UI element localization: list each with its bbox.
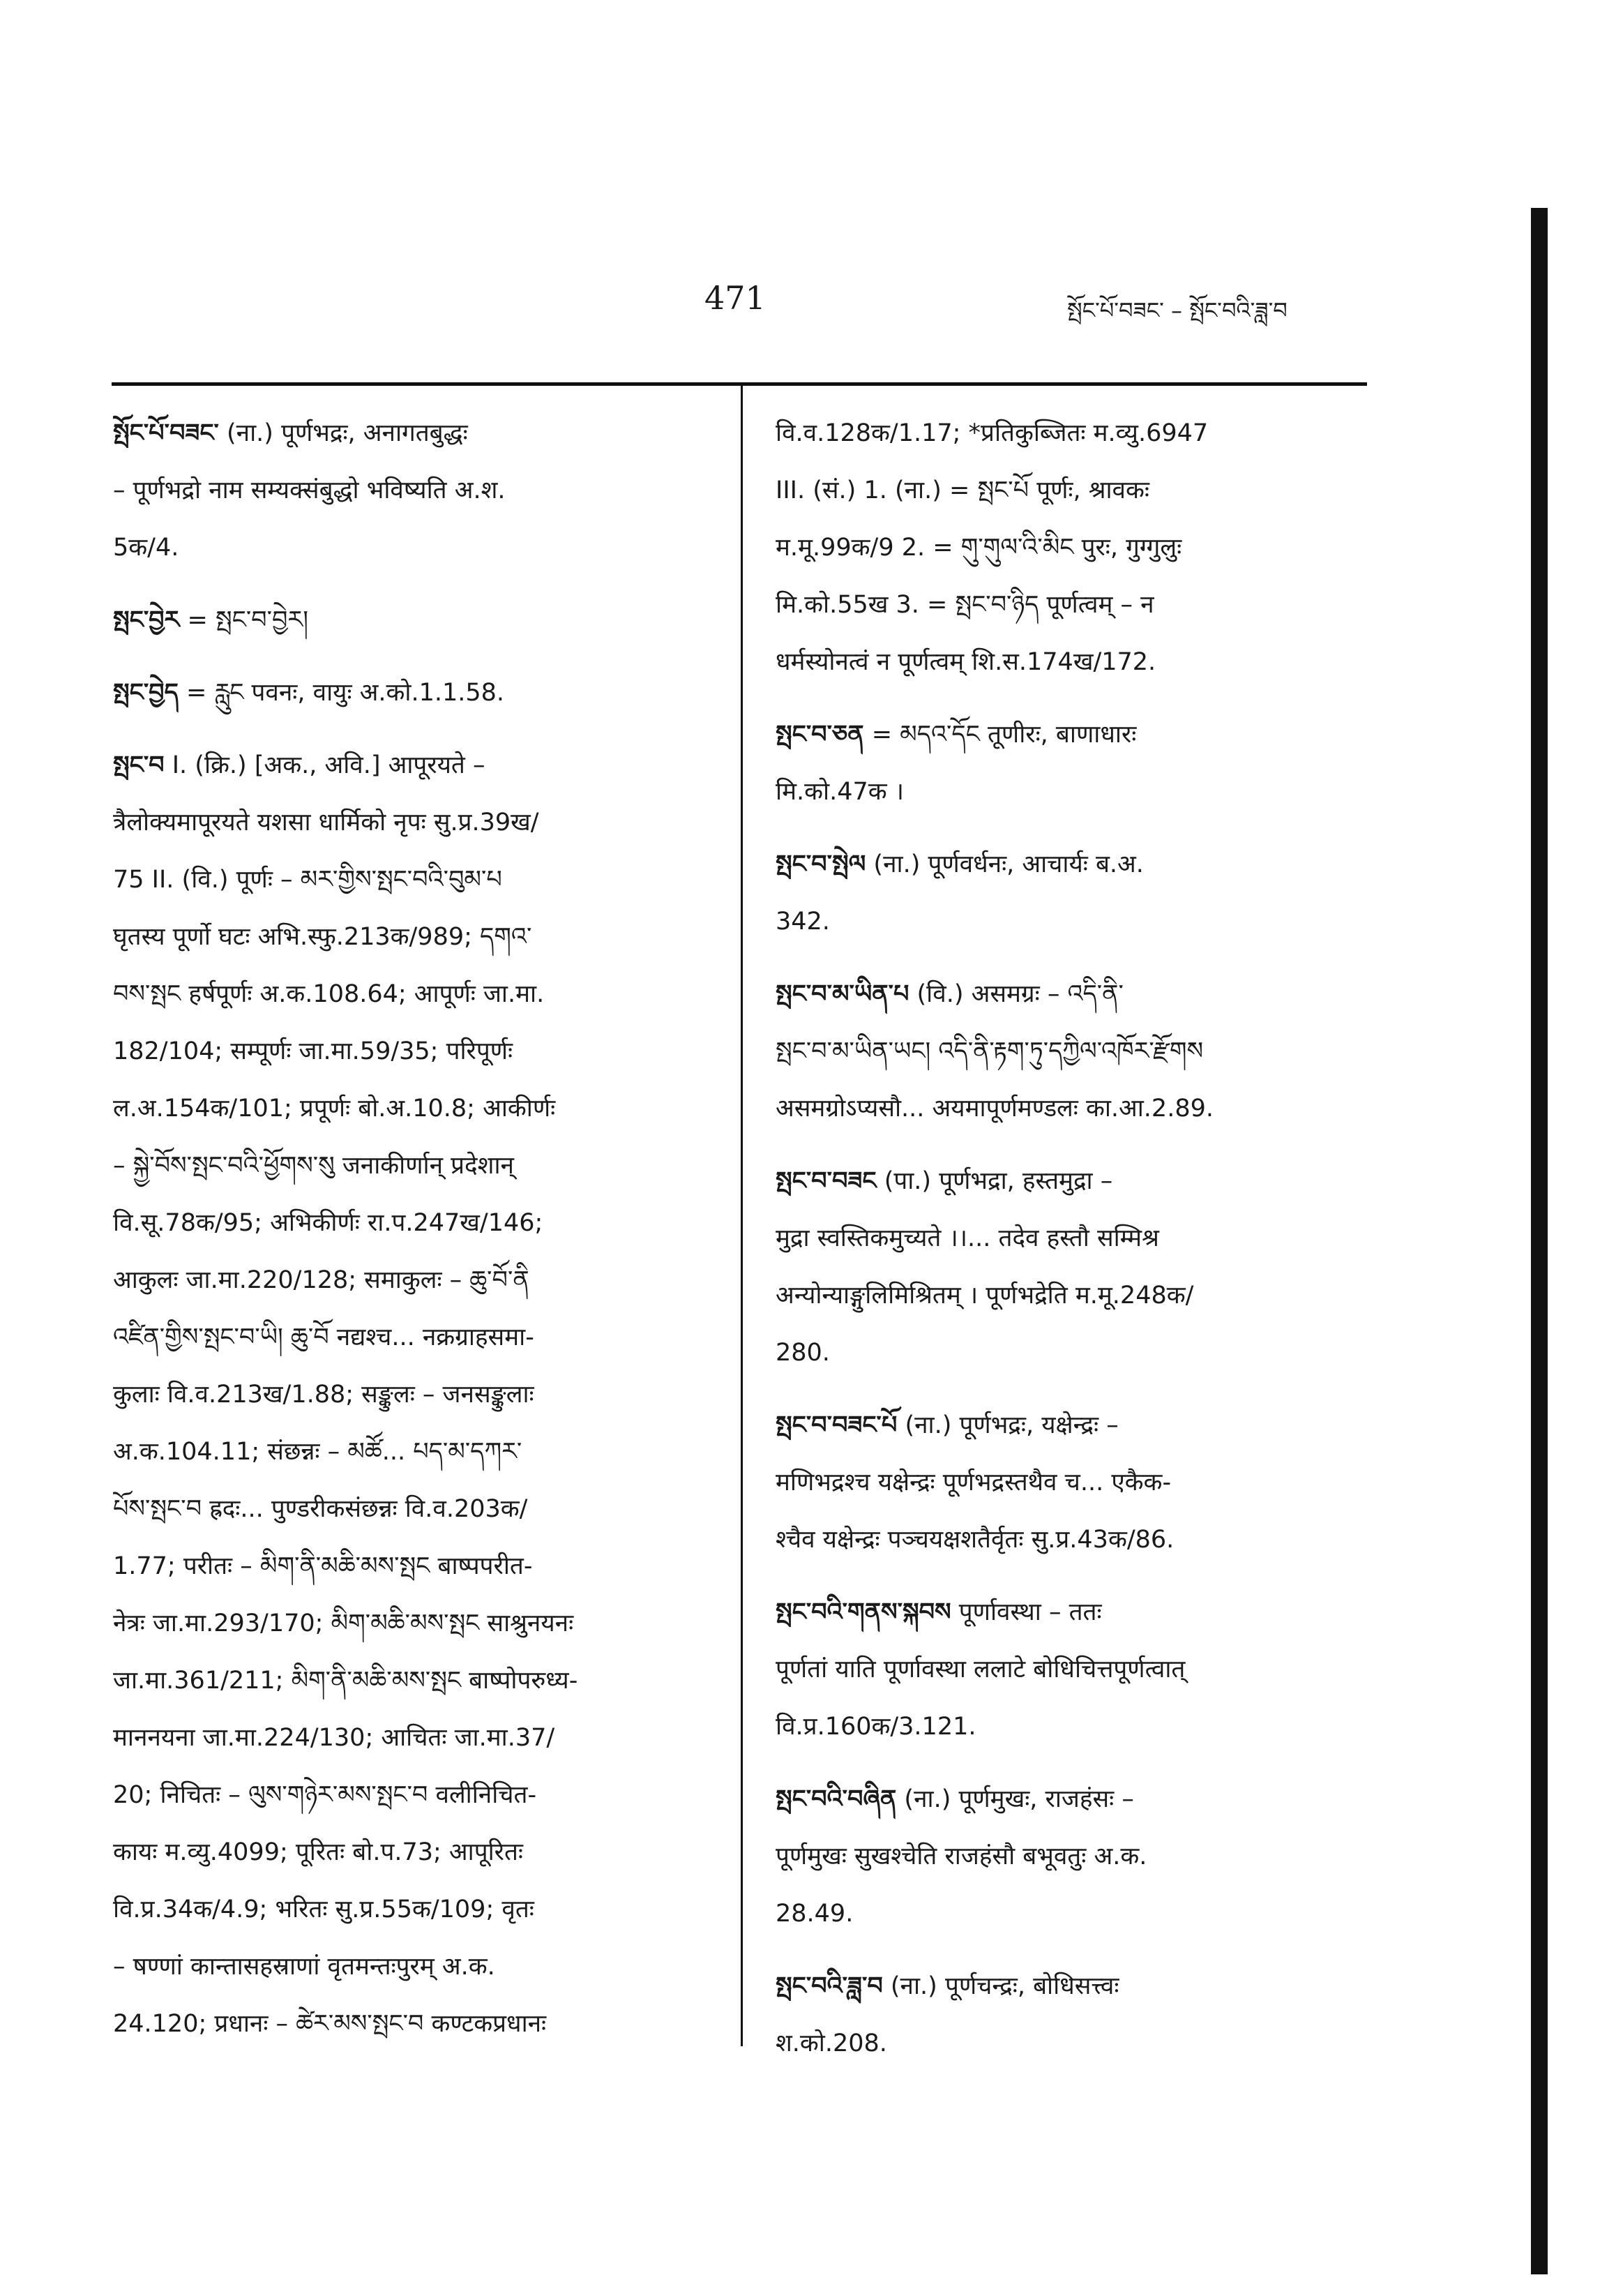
entry-text: 28.49.	[776, 1900, 854, 1928]
headword: སྤང་བྱེར	[113, 606, 180, 634]
entry-text: कायः म.व्यु.4099; पूरितः बो.प.73; आपूरितः	[113, 1838, 523, 1866]
entry-text-line	[113, 1023, 699, 1080]
entry-text-line	[113, 1480, 699, 1538]
entry-text: 20; निचितः – ལུས་གཉེར་མས་སྤང་བ वलीनिचित-	[113, 1781, 537, 1809]
entry-text: घृतस्य पूर्णो घटः अभि.स्फु.213क/989; དགའ་	[113, 923, 532, 951]
entry-text-line	[776, 1324, 1361, 1381]
entry-text-line	[113, 1423, 699, 1480]
left-column	[113, 405, 699, 2053]
entry-text-line	[776, 763, 1361, 820]
entry-head-line	[776, 1584, 1361, 1641]
entry-text: ल.अ.154क/101; प्रपूर्णः बो.अ.10.8; आकीर्णः	[113, 1095, 556, 1123]
entry-text-line	[113, 1995, 699, 2053]
entry-text: पूर्णमुखः सुखश्चेति राजहंसौ बभूवतुः अ.क.	[776, 1843, 1147, 1870]
entry-text-line	[776, 1080, 1361, 1137]
entry-text-line	[776, 405, 1361, 462]
entry-text: पूर्णावस्था – ततः	[951, 1598, 1102, 1626]
entry-text: པོས་སྤང་བ ह्रदः... पुण्डरीकसंछन्नः वि.व.203क/	[113, 1495, 528, 1523]
entry-head-line	[113, 664, 699, 721]
entry-text-line	[113, 1652, 699, 1709]
entry-text: माननयना जा.मा.224/130; आचितः जा.मा.37/	[113, 1724, 555, 1752]
entry-text: (ना.) पूर्णचन्द्रः, बोधिसत्त्वः	[882, 1972, 1119, 2000]
entry-text: पूर्णतां याति पूर्णावस्था ललाटे बोधिचित्तपूर्णत्वात्	[776, 1656, 1186, 1683]
entry-text: 342.	[776, 908, 830, 936]
entry-text-line	[776, 462, 1361, 519]
entry-text-line	[113, 1080, 699, 1137]
entry-head-line	[113, 592, 699, 649]
entry-head-line	[776, 1958, 1361, 2015]
entry-text: I. (क्रि.) [अक., अवि.] आपूरयते –	[164, 751, 485, 779]
headword: སྤང་བའི་བཞིན	[776, 1785, 897, 1813]
entry-head-line	[776, 1771, 1361, 1828]
entry-text-line	[113, 908, 699, 966]
headword: སྤང་བ་མ་ཡིན་པ	[776, 980, 909, 1008]
entry-text: 24.120; प्रधानः – ཚེར་མས་སྤང་བ कण्टकप्रधानः	[113, 2010, 547, 2038]
entry-text: 1.77; परीतः – མིག་ནི་མཆི་མས་སྤང बाष्पपरीत-	[113, 1552, 533, 1580]
entry-text: (ना.) पूर्णभद्रः, यक्षेन्द्रः –	[897, 1411, 1119, 1439]
entry-text-line	[113, 1824, 699, 1881]
entry-text-line	[776, 519, 1361, 576]
entry-text-line	[113, 1595, 699, 1652]
headword: སྤང་བའི་གནས་སྐབས	[776, 1598, 951, 1626]
column-divider	[741, 386, 743, 2046]
entry-head-line	[113, 405, 699, 462]
entry-text-line	[776, 1454, 1361, 1511]
entry-text: 182/104; सम्पूर्णः जा.मा.59/35; परिपूर्णः	[113, 1037, 513, 1065]
entry-text: (पा.) पूर्णभद्रा, हस्तमुद्रा –	[876, 1167, 1113, 1195]
entry-text: वि.प्र.34क/4.9; भरितः सु.प्र.55क/109; वृतः	[113, 1896, 534, 1923]
entry-text: = སྤང་བ་བྱེར།	[179, 606, 308, 634]
entry-head-line	[776, 966, 1361, 1023]
entry-text-line	[113, 1881, 699, 1938]
entry-text: नेत्रः जा.मा.293/170; མིག་མཆི་མས་སྤང साश्रुनयनः	[113, 1610, 574, 1637]
entry-text: धर्मस्योनत्वं न पूर्णत्वम् शि.स.174ख/172.	[776, 648, 1156, 676]
entry-text-line	[113, 851, 699, 908]
page-number: 471	[704, 279, 766, 317]
entry-text: म.मू.99क/9 2. = གུ་གུལ་འི་མིང पुरः, गुग्गुलुः	[776, 534, 1182, 562]
running-head: སྤོང་པོ་བཟང་ – སྤོང་བའི་ཟླ་བ	[1067, 297, 1288, 324]
entry-text: – पूर्णभद्रो नाम सम्यक्संबुद्धो भविष्यति अ.श.	[113, 477, 506, 504]
entry-text: मि.को.47क ।	[776, 778, 904, 806]
entry-text: मि.को.55ख 3. = སྤང་བ་ཉིད पूर्णत्वम् – न	[776, 591, 1154, 619]
entry-text: 75 II. (वि.) पूर्णः – མར་གྱིས་སྤང་བའི་བུམ་པ	[113, 866, 502, 894]
entry-text-line	[776, 633, 1361, 691]
entry-text: = རླུང पवनः, वायुः अ.को.1.1.58.	[178, 679, 505, 707]
entry-text-line	[113, 1137, 699, 1194]
entry-text-line	[113, 462, 699, 519]
entry-text-line	[776, 1698, 1361, 1755]
entry-text: आकुलः जा.मा.220/128; समाकुलः – ཆུ་བོ་ནི	[113, 1266, 529, 1294]
entry-text-line	[776, 2015, 1361, 2072]
headword: སྤང་བ	[113, 751, 165, 779]
entry-text-line	[113, 1709, 699, 1766]
entry-text: (वि.) असमग्रः – འདི་ནི་	[909, 980, 1124, 1008]
entry-text-line	[113, 1309, 699, 1366]
entry-head-line	[776, 1153, 1361, 1210]
entry-text: 280.	[776, 1339, 830, 1367]
entry-text: वि.सू.78क/95; अभिकीर्णः रा.प.247ख/146;	[113, 1209, 543, 1237]
entry-text: = མདའ་དོང तूणीरः, बाणाधारः	[863, 721, 1137, 749]
entry-text: (ना.) पूर्णभद्रः, अनागतबुद्धः	[218, 419, 468, 447]
headword: སྤང་བའི་ཟླ་བ	[776, 1972, 883, 2000]
entry-head-line	[776, 836, 1361, 893]
entry-text-line	[113, 1194, 699, 1252]
headword: སྤང་བ་ཅན	[776, 721, 864, 749]
entry-text: अन्योन्याङ्गुलिमिश्रितम् । पूर्णभद्रेति म.मू.248क/	[776, 1282, 1194, 1310]
entry-text: འཛིན་གྱིས་སྤང་བ་ཡི། ཆུ་བོ नद्यश्च... नक्रग्राहसमा-	[113, 1323, 534, 1351]
entry-text-line	[776, 1828, 1361, 1885]
right-column	[776, 405, 1361, 2072]
entry-text-line	[113, 1766, 699, 1824]
headword: སྤང་བ་བཟང	[776, 1167, 877, 1195]
entry-text: (ना.) पूर्णवर्धनः, आचार्यः ब.अ.	[866, 850, 1144, 878]
entry-text: 5क/4.	[113, 534, 179, 562]
entry-text-line	[776, 576, 1361, 633]
entry-text: जा.मा.361/211; མིག་ནི་མཆི་མས་སྤང बाष्पोपरुध्य-	[113, 1667, 578, 1695]
entry-text-line	[776, 1210, 1361, 1267]
headword: སྤང་བ་བཟང་པོ	[776, 1411, 898, 1439]
headword: སྤོང་པོ་བཟང་	[113, 419, 219, 447]
entry-head-line	[776, 1397, 1361, 1454]
entry-text-line	[113, 794, 699, 851]
headword: སྤང་བྱེད	[113, 679, 179, 707]
entry-text: (ना.) पूर्णमुखः, राजहंसः –	[896, 1785, 1134, 1813]
entry-text: III. (सं.) 1. (ना.) = སྤང་པོ पूर्णः, श्रावकः	[776, 477, 1149, 504]
entry-text-line	[113, 1938, 699, 1995]
entry-text: मुद्रा स्वस्तिकमुच्यते ।।... तदेव हस्तौ सम्मिश्र	[776, 1224, 1159, 1252]
entry-text: वि.व.128क/1.17; *प्रतिकुब्जितः म.व्यु.6947	[776, 419, 1209, 447]
entry-head-line	[776, 706, 1361, 763]
page-edge-bar	[1531, 208, 1548, 2274]
entry-text: སྤང་བ་མ་ཡིན་ཡང། འདི་ནི་རྟག་ཏུ་དཀྱིལ་འཁོར་རྫོགས	[776, 1037, 1204, 1065]
entry-text-line	[776, 1511, 1361, 1568]
entry-text: श्चैव यक्षेन्द्रः पञ्चयक्षशतैर्वृतः सु.प्र.43क/86.	[776, 1526, 1175, 1554]
entry-text-line	[113, 1252, 699, 1309]
entry-text-line	[113, 519, 699, 576]
entry-text: वि.प्र.160क/3.121.	[776, 1713, 976, 1741]
entry-text: मणिभद्रश्च यक्षेन्द्रः पूर्णभद्रस्तथैव च... एकैक-	[776, 1469, 1172, 1496]
entry-text-line	[113, 1366, 699, 1423]
entry-text: त्रैलोक्यमापूरयते यशसा धार्मिको नृपः सु.प्र.39ख/	[113, 809, 539, 836]
entry-text-line	[776, 1641, 1361, 1698]
entry-text-line	[776, 1023, 1361, 1080]
entry-text-line	[113, 1538, 699, 1595]
entry-text-line	[776, 1885, 1361, 1942]
entry-text: कुलाः वि.व.213ख/1.88; सङ्कुलः – जनसङ्कुलाः	[113, 1381, 534, 1409]
entry-text-line	[776, 893, 1361, 950]
header-rule	[112, 382, 1367, 386]
entry-head-line	[113, 737, 699, 794]
entry-text: – སྐྱེ་བོས་སྤང་བའི་ཕྱོགས་སུ जनाकीर्णान् प्रदेशान्	[113, 1152, 514, 1180]
entry-text: བས་སྤང हर्षपूर्णः अ.क.108.64; आपूर्णः जा.मा.	[113, 980, 545, 1008]
entry-text: – षण्णां कान्तासहस्राणां वृतमन्तःपुरम् अ.क.	[113, 1953, 495, 1981]
headword: སྤང་བ་སྤེལ	[776, 850, 866, 878]
entry-text-line	[113, 966, 699, 1023]
entry-text-line	[776, 1267, 1361, 1324]
entry-text: श.को.208.	[776, 2029, 887, 2057]
entry-text: अ.क.104.11; संछन्नः – མཚོ... པད་མ་དཀར་	[113, 1438, 522, 1466]
entry-text: असमग्रोऽप्यसौ... अयमापूर्णमण्डलः का.आ.2.89.	[776, 1095, 1214, 1123]
